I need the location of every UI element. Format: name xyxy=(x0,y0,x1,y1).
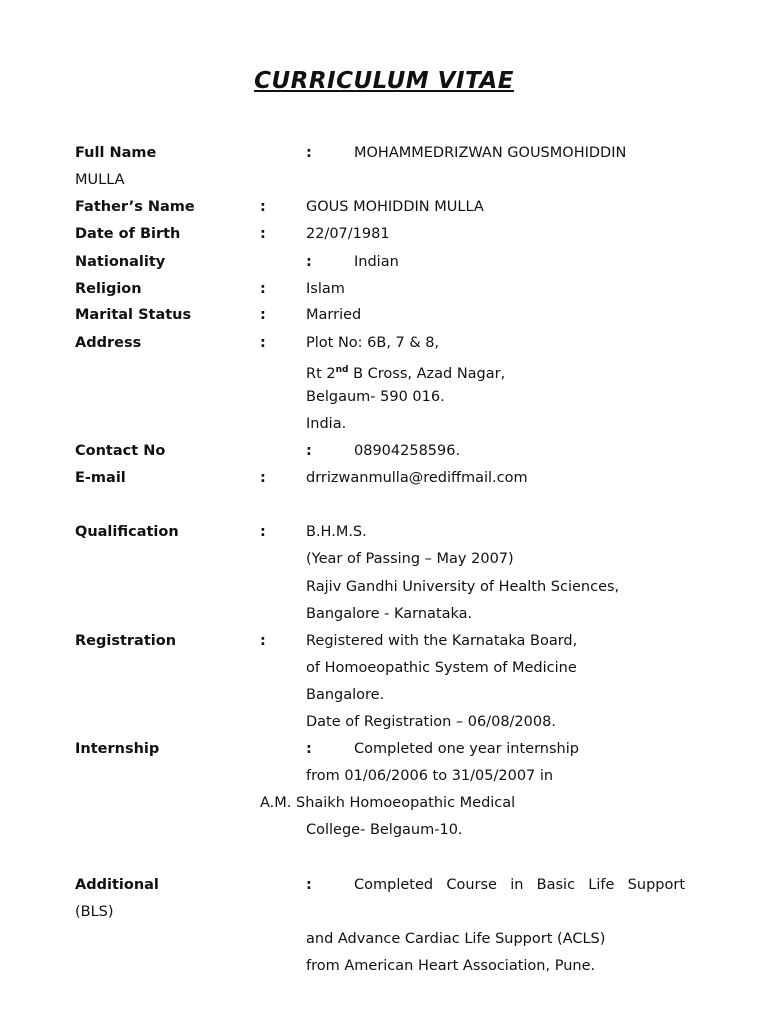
qualification-colon: : xyxy=(260,524,266,540)
registration-line-2: of Homoeopathic System of Medicine xyxy=(306,660,577,676)
nationality-colon: : xyxy=(306,254,312,270)
marital-status-colon: : xyxy=(260,307,266,323)
address-line-2 xyxy=(306,361,505,383)
additional-label: Additional xyxy=(75,877,159,893)
religion-label: Religion xyxy=(75,281,142,297)
address-line-2-sup: nd xyxy=(335,365,349,375)
internship-line-1: Completed one year internship xyxy=(354,741,579,757)
marital-status-value: Married xyxy=(306,307,362,323)
registration-label: Registration xyxy=(75,633,177,649)
registration-line-4: Date of Registration – 06/08/2008. xyxy=(306,714,556,730)
additional-line-2: (BLS) xyxy=(75,904,114,920)
full-name-value: MOHAMMEDRIZWAN GOUSMOHIDDIN xyxy=(354,145,627,161)
address-line-2-post: B Cross, Azad Nagar, xyxy=(348,365,506,382)
address-line-1: Plot No: 6B, 7 & 8, xyxy=(306,335,440,351)
internship-colon: : xyxy=(306,741,312,757)
qualification-label: Qualification xyxy=(75,524,179,540)
email-value: drrizwanmulla@rediffmail.com xyxy=(306,470,528,486)
contact-value: 08904258596. xyxy=(354,443,461,459)
father-name-label: Father’s Name xyxy=(75,199,195,215)
address-line-4: India. xyxy=(306,416,347,432)
registration-line-1: Registered with the Karnataka Board, xyxy=(306,633,578,649)
full-name-colon: : xyxy=(306,145,312,161)
full-name-label: Full Name xyxy=(75,145,157,161)
father-name-value: GOUS MOHIDDIN MULLA xyxy=(306,199,484,215)
address-label: Address xyxy=(75,335,142,351)
nationality-label: Nationality xyxy=(75,254,166,270)
full-name-value-cont: MULLA xyxy=(75,172,125,188)
internship-line-2: from 01/06/2006 to 31/05/2007 in xyxy=(306,768,554,784)
dob-value: 22/07/1981 xyxy=(306,226,390,242)
father-name-colon: : xyxy=(260,199,266,215)
marital-status-label: Marital Status xyxy=(75,307,192,323)
additional-line-1: Completed Course in Basic Life Support xyxy=(354,877,685,893)
religion-colon: : xyxy=(260,281,266,297)
qualification-line-1: B.H.M.S. xyxy=(306,524,367,540)
address-line-3: Belgaum- 590 016. xyxy=(306,389,445,405)
document-title: CURRICULUM VITAE xyxy=(254,68,514,94)
email-label: E-mail xyxy=(75,470,126,486)
qualification-line-4: Bangalore - Karnataka. xyxy=(306,606,473,622)
internship-label: Internship xyxy=(75,741,160,757)
address-colon: : xyxy=(260,335,266,351)
contact-colon: : xyxy=(306,443,312,459)
qualification-line-2: (Year of Passing – May 2007) xyxy=(306,551,514,567)
nationality-value: Indian xyxy=(354,254,399,270)
additional-line-3: and Advance Cardiac Life Support (ACLS) xyxy=(306,931,606,947)
additional-colon: : xyxy=(306,877,312,893)
qualification-line-3: Rajiv Gandhi University of Health Sciences, xyxy=(306,579,620,595)
religion-value: Islam xyxy=(306,281,345,297)
registration-colon: : xyxy=(260,633,266,649)
dob-colon: : xyxy=(260,226,266,242)
internship-line-3: A.M. Shaikh Homoeopathic Medical xyxy=(260,795,516,811)
registration-line-3: Bangalore. xyxy=(306,687,385,703)
dob-label: Date of Birth xyxy=(75,226,181,242)
contact-label: Contact No xyxy=(75,443,166,459)
address-line-2-pre: Rt 2 xyxy=(306,365,336,382)
internship-line-4: College- Belgaum-10. xyxy=(306,822,463,838)
additional-line-4: from American Heart Association, Pune. xyxy=(306,958,596,974)
email-colon: : xyxy=(260,470,266,486)
